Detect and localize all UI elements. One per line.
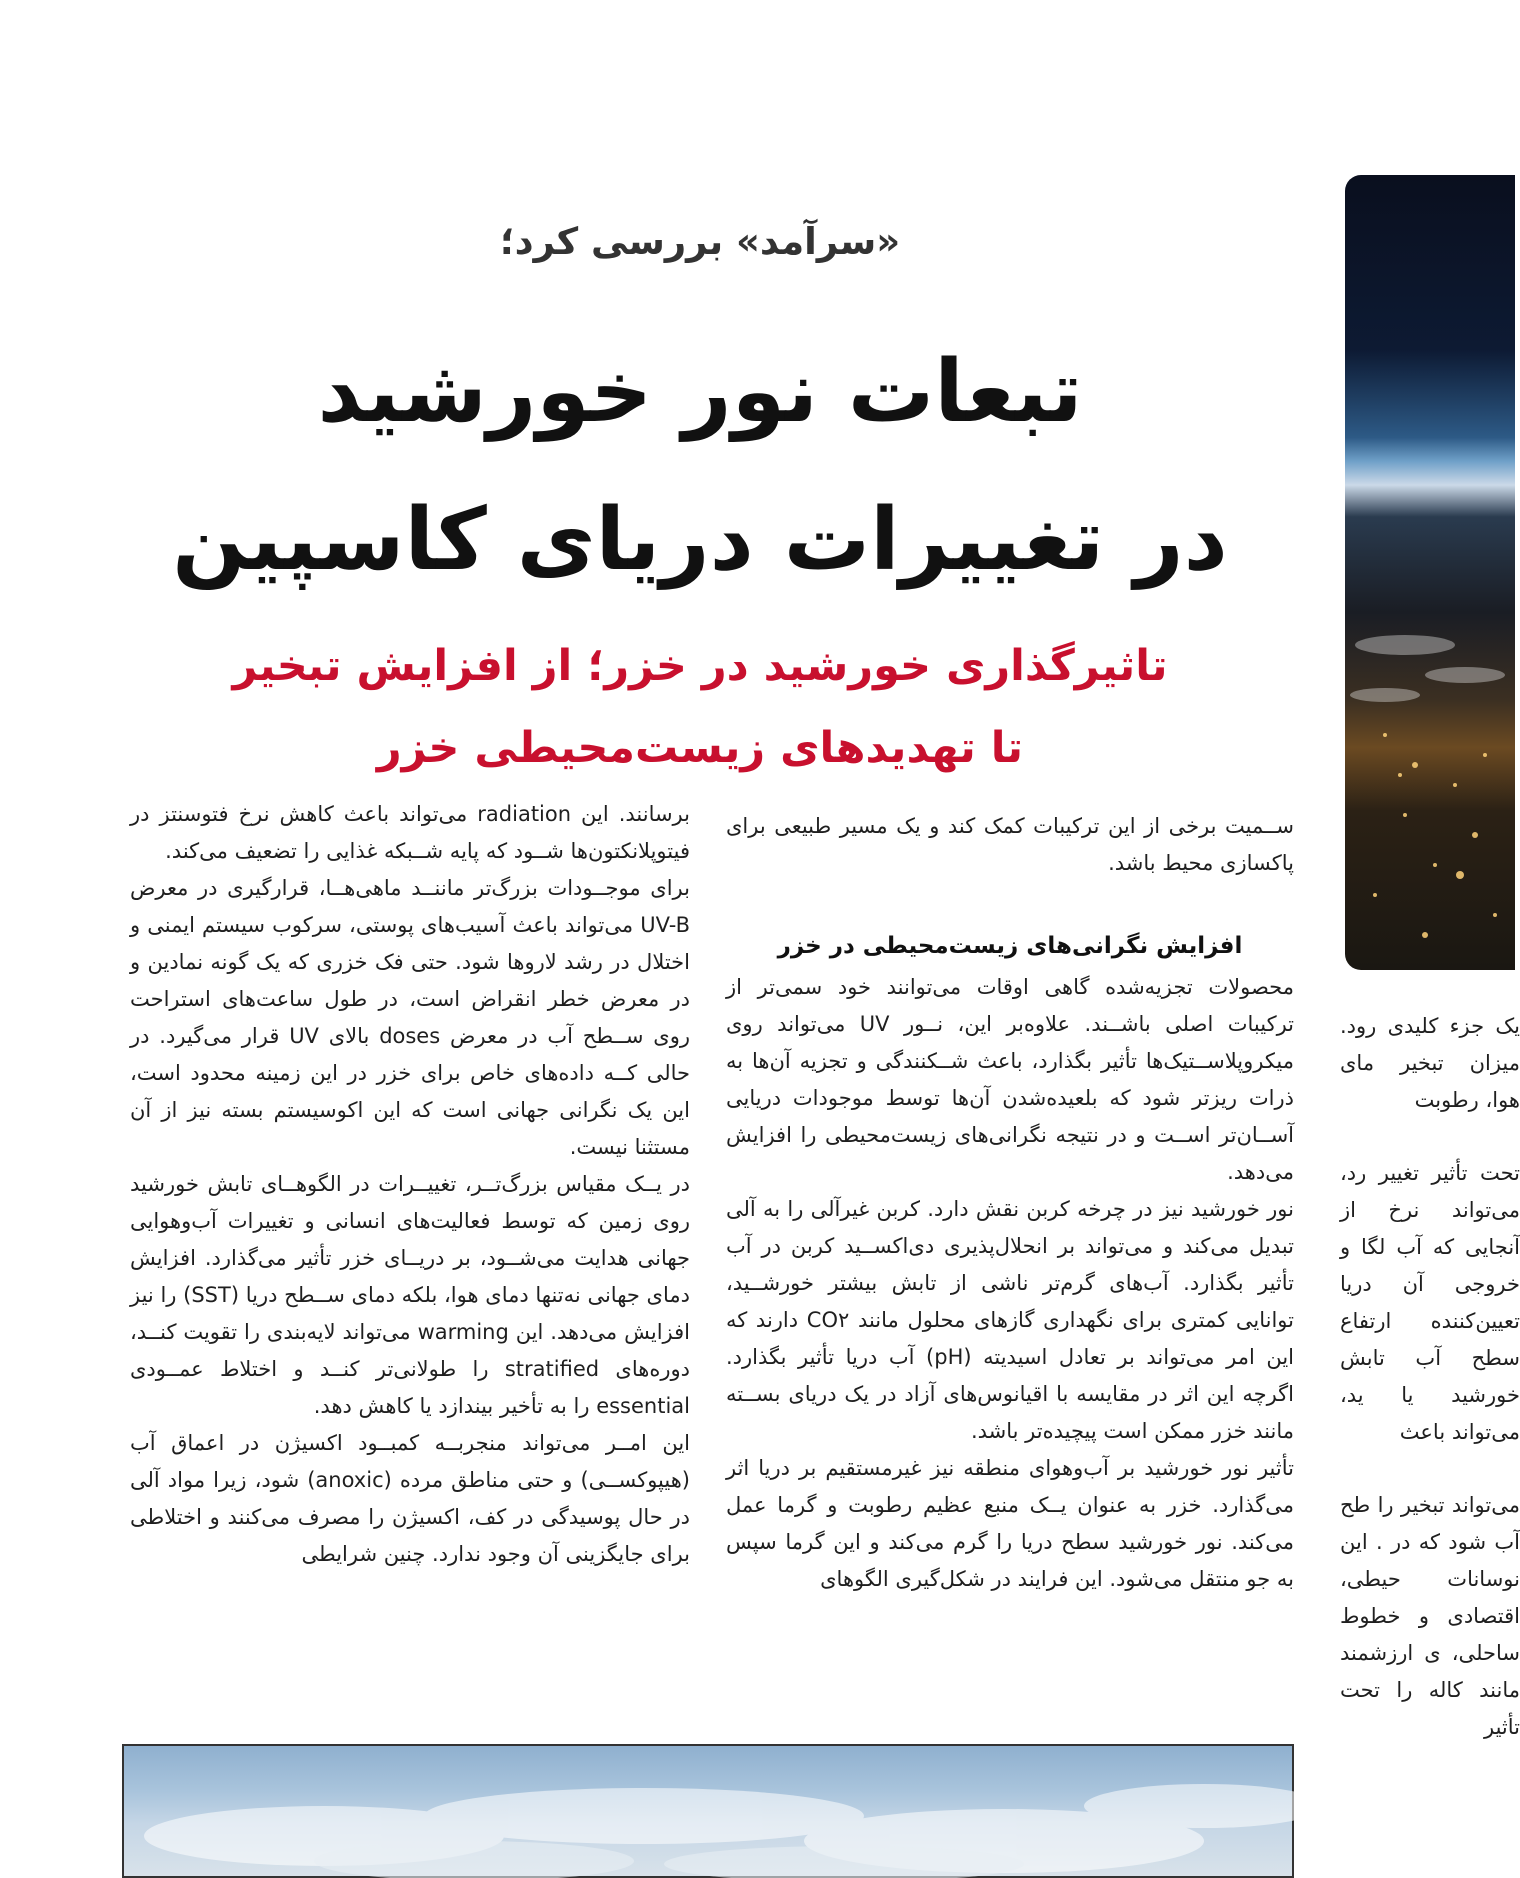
column-edge-paragraph-2: تحت تأثیر تغییر رد، می‌تواند نرخ از آنجایی که آب لگا و خروجی آن دریا تعیین‌کننده ارتفاع سطح آب تابش خورشید یا ید، می‌تواند باعث bbox=[1340, 1161, 1520, 1444]
column-left-paragraph-4: این امــر می‌تواند منجربــه کمبــود اکسیژن در اعماق آب (هیپوکســی) و حتی مناطق مرده (anoxic) شود، زیرا مواد آلی در حال پوسیدگی در کف، اکسیژن را مصرف می‌کنند و اختلاطی برای جایگزینی آن وجود ندارد. چنین شرایطی bbox=[130, 1431, 690, 1566]
kicker: «سرآمد» بررسی کرد؛ bbox=[499, 220, 901, 263]
column-left-paragraph-3: در یــک مقیاس بزرگ‌تــر، تغییــرات در الگوهــای تابش خورشید روی زمین که توسط فعالیت‌های انسانی و تغییرات آب‌وهوایی جهانی هدایت می‌شــود، بر دریــای خزر تأثیر می‌گذارد. افزایش دمای جهانی نه‌تنها دمای هوا، بلکه دمای ســطح دریا (SST) را نیز افزایش می‌دهد. این warming می‌تواند لایه‌بندی را تقویت کنــد، دوره‌های stratified را طولانی‌تر کنــد و اختلاط عمــودی essential را به تأخیر بیندازد یا کاهش دهد. bbox=[130, 1172, 690, 1418]
column-left-paragraph-2: برای موجــودات بزرگ‌تر ماننــد ماهی‌هــا، قرارگیری در معرض UV-B می‌تواند باعث آسیب‌های پوستی، سرکوب سیستم ایمنی و اختلال در رشد لاروها شود. حتی فک خزری که یک گونه نمادین و در معرض خطر انقراض است، در طول ساعت‌های استراحت روی ســطح آب در معرض doses بالای UV قرار می‌گیرد. در حالی کــه داده‌های خاص برای خزر در این زمینه محدود است، این یک نگرانی جهانی است که این اکوسیستم بسته نیز از آن مستثنا نیست. bbox=[130, 876, 690, 1159]
article-column-right bbox=[726, 808, 1294, 1598]
section-heading: افزایش نگرانی‌های زیست‌محیطی در خزر bbox=[777, 933, 1243, 959]
headline-line-1: تبعات نور خورشید bbox=[317, 342, 1083, 442]
subheadline-line-2: تا تهدیدهای زیست‌محیطی خزر bbox=[376, 723, 1024, 773]
subheadline-line-1: تاثیرگذاری خورشید در خزر؛ از افزایش تبخیر bbox=[232, 641, 1168, 691]
column-edge-paragraph-3: می‌تواند تبخیر را طح آب شود که در . این نوسانات حیطی، اقتصادی و خطوط ساحلی، ی ارزشمند مانند کاله را تحت تأثیر bbox=[1340, 1493, 1520, 1739]
subheadline bbox=[200, 625, 1200, 789]
earth-from-space-photo bbox=[1345, 175, 1515, 970]
sky-clouds-photo bbox=[122, 1744, 1294, 1878]
column-left-paragraph-1: برسانند. این radiation می‌تواند باعث کاهش نرخ فتوسنتز در فیتوپلانکتون‌ها شــود که پایه شــبکه غذایی را تضعیف می‌کند. bbox=[130, 802, 690, 863]
column-right-paragraph-3: تأثیر نور خورشید بر آب‌وهوای منطقه نیز غیرمستقیم بر دریا اثر می‌گذارد. خزر به عنوان یــک منبع عظیم رطوبت و گرما عمل می‌کند. نور خورشید سطح دریا را گرم می‌کند و این گرما سپس به جو منتقل می‌شود. این فرایند در شکل‌گیری الگوهای bbox=[726, 1456, 1294, 1591]
column-right-paragraph-1: محصولات تجزیه‌شده گاهی اوقات می‌توانند خود سمی‌تر از ترکیبات اصلی باشــند. علاوه‌بر این، نــور UV می‌تواند روی میکروپلاســتیک‌ها تأثیر بگذارد، باعث شــکنندگی و تجزیه آن‌ها به ذرات ریزتر شود که بلعیده‌شدن آن‌ها توسط موجودات دریایی آســان‌تر اســت و در نتیجه نگرانی‌های زیست‌محیطی را افزایش می‌دهد. bbox=[726, 975, 1294, 1184]
headline-line-2: در تغییرات دریای کاسپین bbox=[172, 490, 1228, 590]
column-right-paragraph-2: نور خورشید نیز در چرخه کربن نقش دارد. کربن غیرآلی را به آلی تبدیل می‌کند و می‌تواند بر انحلال‌پذیری دی‌اکســید کربن در آب تأثیر بگذارد. آب‌های گرم‌تر ناشی از تابش بیشتر خورشــید، توانایی کمتری برای نگهداری گازهای محلول مانند CO۲ دارند که این امر می‌تواند بر تعادل اسیدیته (pH) آب دریا تأثیر بگذارد. اگرچه این اثر در مقایسه با اقیانوس‌های آزاد در یک دریای بســته مانند خزر ممکن است پیچیده‌تر باشد. bbox=[726, 1197, 1295, 1443]
headline bbox=[150, 318, 1250, 614]
article-column-left bbox=[130, 796, 690, 1573]
column-edge-paragraph-1: یک جزء کلیدی رود. میزان تبخیر مای هوا، رطوبت bbox=[1340, 1014, 1520, 1112]
column-right-intro: ســمیت برخی از این ترکیبات کمک کند و یک مسیر طبیعی برای پاکسازی محیط باشد. bbox=[726, 814, 1294, 875]
article-column-edge bbox=[1340, 1008, 1520, 1746]
